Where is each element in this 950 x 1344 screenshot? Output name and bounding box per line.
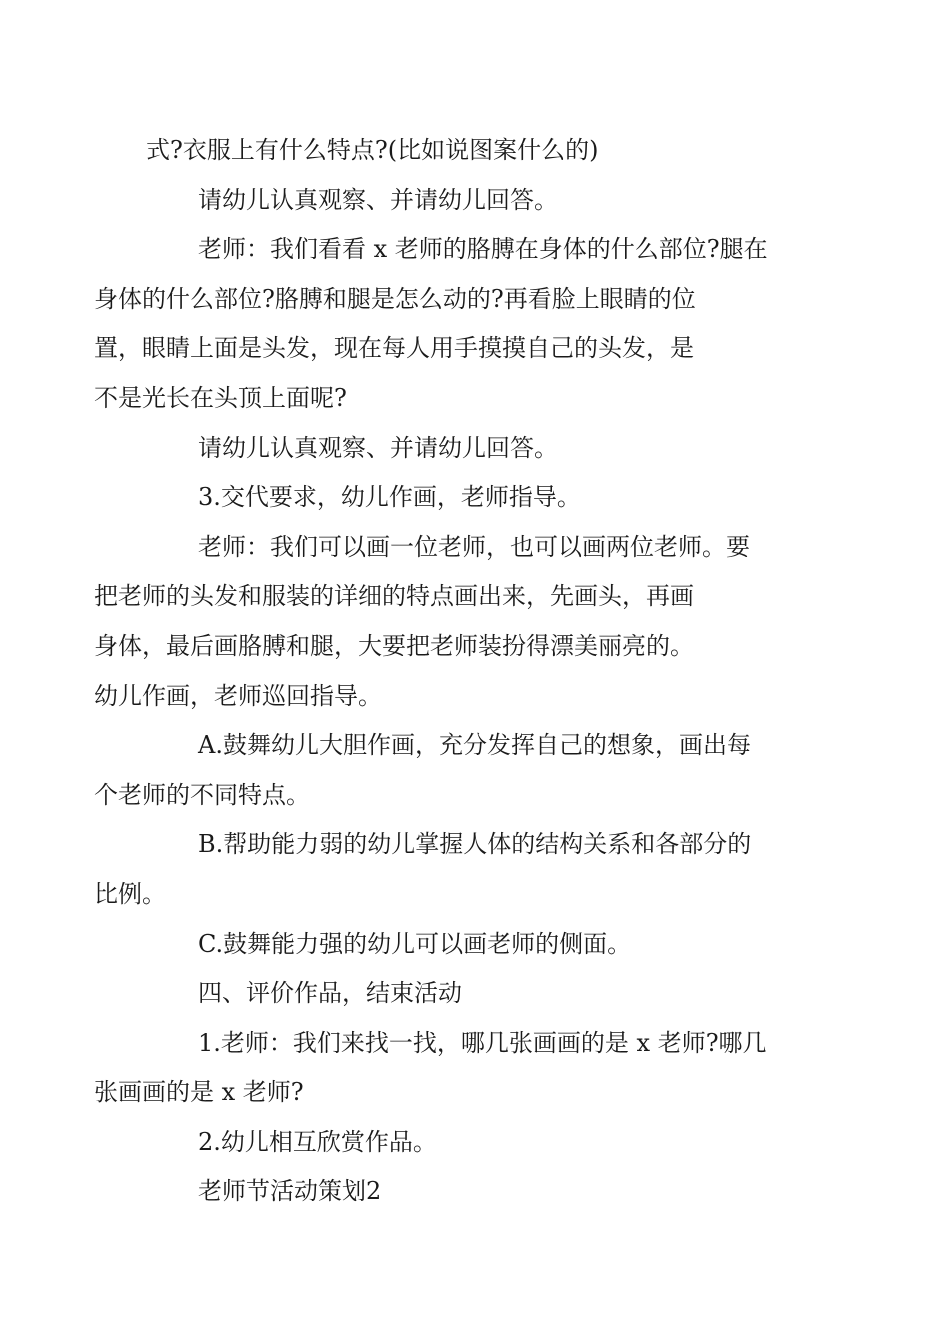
text-line: 请幼儿认真观察、并请幼儿回答。 bbox=[198, 185, 558, 214]
text-line: 置，眼睛上面是头发，现在每人用手摸摸自己的头发，是 bbox=[94, 334, 694, 363]
paragraph bbox=[146, 176, 810, 226]
paragraph bbox=[146, 126, 810, 176]
paragraph bbox=[146, 424, 810, 474]
section-title bbox=[146, 1167, 810, 1217]
text-line: C.鼓舞能力强的幼儿可以画老师的侧面。 bbox=[198, 929, 632, 958]
section-heading bbox=[146, 969, 810, 1019]
document-body bbox=[94, 126, 810, 1217]
paragraph bbox=[146, 473, 810, 523]
text-line: 老师：我们可以画一位老师，也可以画两位老师。要 bbox=[198, 532, 750, 561]
paragraph bbox=[94, 225, 810, 423]
text-line: 不是光长在头顶上面呢? bbox=[94, 383, 347, 412]
text-line: A.鼓舞幼儿大胆作画，充分发挥自己的想象，画出每 bbox=[198, 731, 751, 760]
text-line: 1.老师：我们来找一找，哪几张画画的是 x 老师?哪几 bbox=[198, 1028, 767, 1057]
text-line: 身体，最后画胳膊和腿，大要把老师装扮得漂美丽亮的。 bbox=[94, 631, 694, 660]
text-line: 老师：我们看看 x 老师的胳膊在身体的什么部位?腿在 bbox=[198, 235, 768, 264]
text-line: 幼儿作画，老师巡回指导。 bbox=[94, 681, 382, 710]
paragraph bbox=[94, 820, 810, 919]
paragraph bbox=[94, 721, 810, 820]
text-line: 请幼儿认真观察、并请幼儿回答。 bbox=[198, 433, 558, 462]
text-line: 张画画的是 x 老师? bbox=[94, 1078, 304, 1107]
text-line: 式?衣服上有什么特点?(比如说图案什么的) bbox=[146, 136, 599, 164]
text-line: 身体的什么部位?胳膊和腿是怎么动的?再看脸上眼睛的位 bbox=[94, 284, 696, 313]
paragraph bbox=[94, 1019, 810, 1118]
text-line: 把老师的头发和服装的详细的特点画出来，先画头，再画 bbox=[94, 582, 694, 611]
paragraph bbox=[146, 1118, 810, 1168]
text-line: 四、评价作品，结束活动 bbox=[198, 979, 462, 1008]
paragraph bbox=[94, 523, 810, 721]
text-line: B.帮助能力弱的幼儿掌握人体的结构关系和各部分的 bbox=[198, 830, 752, 859]
text-line: 2.幼儿相互欣赏作品。 bbox=[198, 1127, 437, 1156]
text-line: 比例。 bbox=[94, 879, 166, 908]
text-line: 老师节活动策划2 bbox=[198, 1177, 382, 1206]
text-line: 3.交代要求，幼儿作画，老师指导。 bbox=[198, 483, 581, 512]
paragraph bbox=[146, 920, 810, 970]
text-line: 个老师的不同特点。 bbox=[94, 780, 310, 809]
